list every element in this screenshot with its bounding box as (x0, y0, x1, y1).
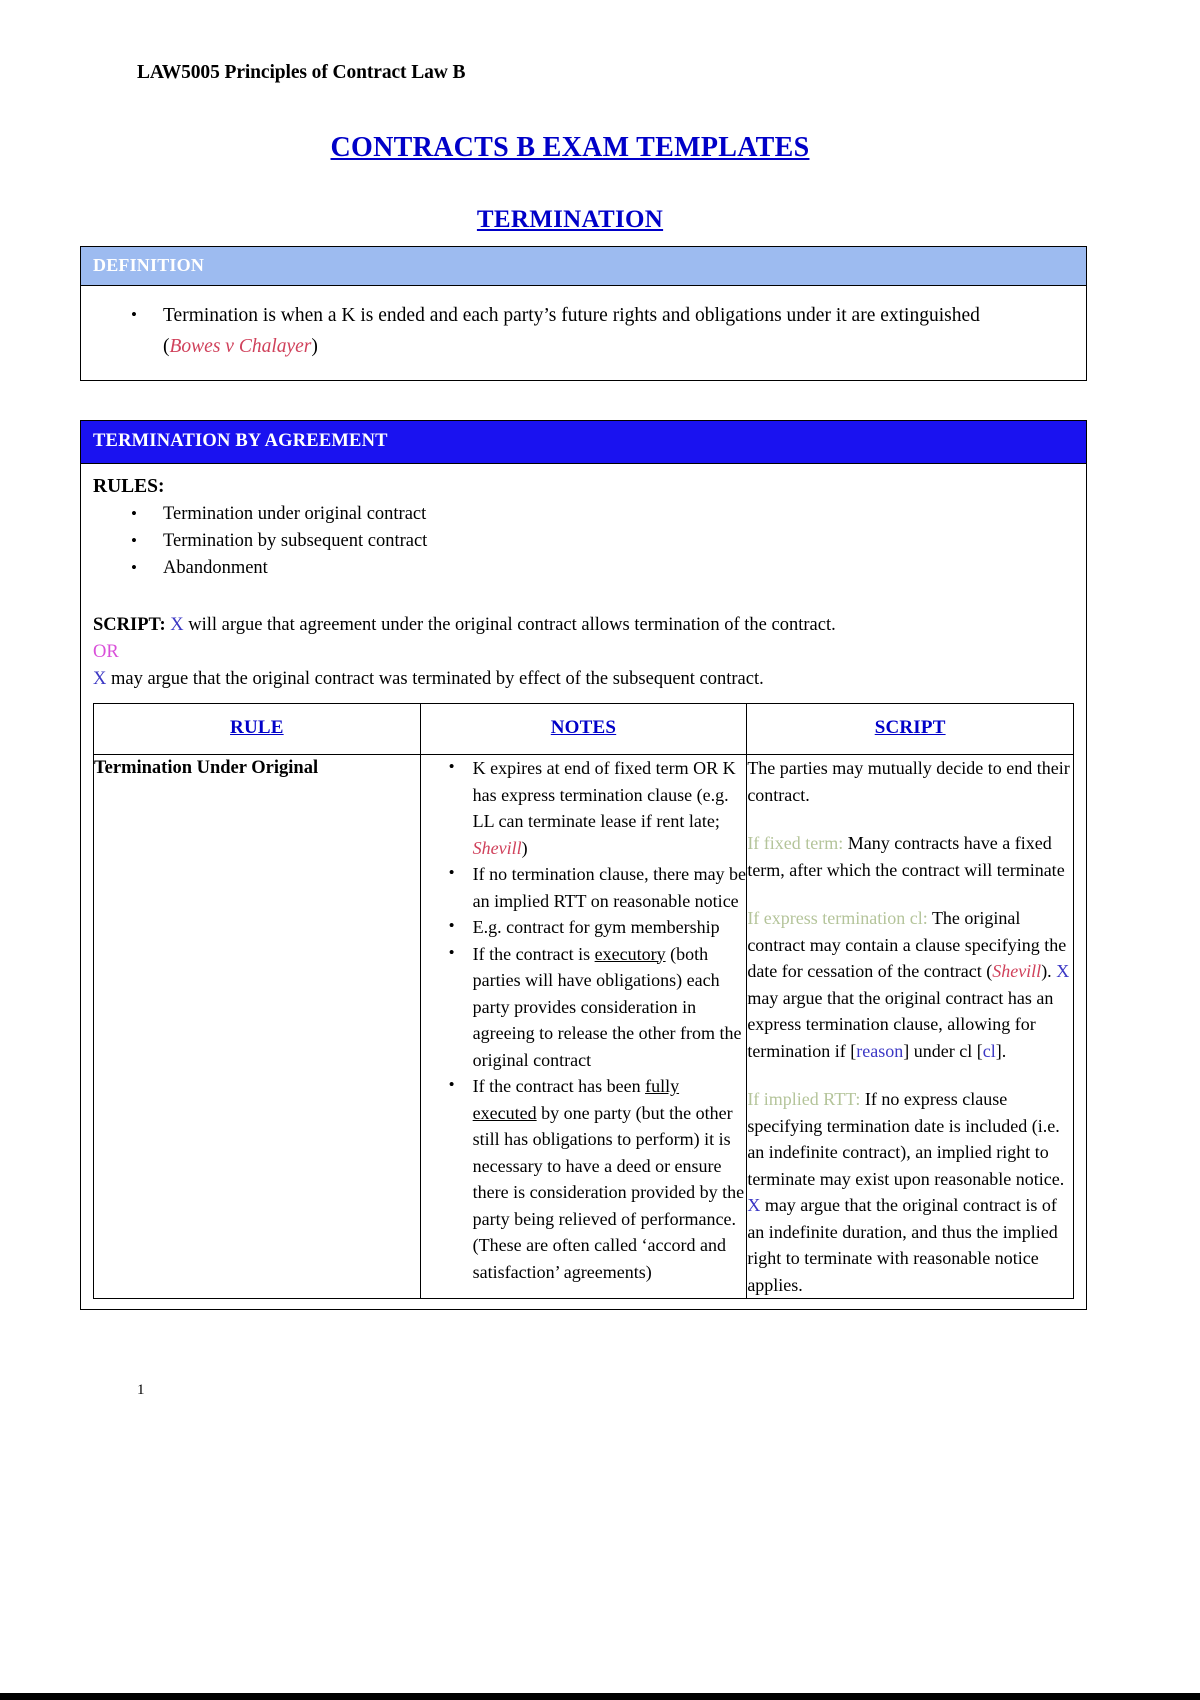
column-header-rule (94, 704, 421, 755)
text-run: The original contract may contain a clause specifying the date for cessation of the contract ( (747, 908, 1067, 981)
placeholder-token: X (747, 1195, 761, 1215)
rules-table (93, 703, 1074, 1299)
page-subtitle: TERMINATION (476, 206, 664, 233)
text-run: ] under cl [ (903, 1040, 983, 1061)
notes-bullet-list (421, 755, 747, 1285)
list-item (469, 755, 747, 861)
text-run: ) (521, 837, 528, 858)
text-run: If the contract has been (472, 1076, 646, 1096)
table-body (94, 755, 1074, 1299)
text-run: by one party (but the other still has obligations to perform) it is necessary to have a deed or ensure there is consideration provided by the party being relieved of performance. (These are often called ‘accord and satisfaction’ agreements) (472, 1102, 745, 1282)
agreement-body (81, 464, 1086, 1309)
text-run: If the contract is (472, 943, 595, 964)
definition-body (81, 286, 1086, 380)
column-header-script (747, 704, 1074, 755)
text-run: K expires at end of fixed term OR K has express termination clause (e.g. LL can terminate lease if rent late; (472, 758, 736, 831)
script-or-divider: OR (93, 642, 119, 662)
list-item (153, 300, 1074, 362)
page-title: CONTRACTS B EXAM TEMPLATES (330, 132, 810, 163)
placeholder-token: cl (982, 1040, 996, 1061)
agreement-header-label: TERMINATION BY AGREEMENT (93, 431, 388, 451)
placeholder-token: reason (856, 1040, 904, 1061)
emphasised-term: executory (594, 943, 666, 964)
text-run: may argue that the original contract is of an indefinite duration, and thus the implied right to terminate with reasonable notice applies. (747, 1195, 1058, 1295)
script-line-1 (93, 612, 1074, 639)
definition-box (80, 246, 1087, 381)
agreement-script-block (93, 612, 1074, 693)
script-label: SCRIPT: (93, 615, 166, 635)
text-run: ). (1041, 961, 1057, 981)
termination-by-agreement-box (80, 420, 1087, 1310)
column-header-notes-label: NOTES (550, 717, 617, 738)
definition-header-label: DEFINITION (93, 255, 205, 275)
script-paragraph (747, 830, 1073, 883)
rules-label: RULES: (93, 476, 165, 497)
script-paragraph (747, 905, 1073, 1064)
placeholder-token: X (1056, 961, 1070, 981)
script-line-2 (93, 666, 1074, 693)
bottom-rule (0, 1693, 1200, 1700)
cell-notes (420, 755, 747, 1299)
text-run: (both parties will have obligations) each party provides consideration in agreeing to release the other from the original contract (472, 943, 742, 1070)
list-item (469, 1073, 747, 1285)
text-run: ) (311, 336, 318, 357)
column-header-notes (420, 704, 747, 755)
text-run: The parties may mutually decide to end their contract. (747, 758, 1070, 805)
case-citation: Bowes v Chalayer (169, 336, 312, 357)
text-run: Many contracts have a fixed term, after which the contract will terminate (747, 833, 1065, 880)
table-header-row (94, 704, 1074, 755)
list-item: • Termination under original contract (153, 501, 1074, 528)
case-citation: Shevill (992, 961, 1042, 981)
table-head (94, 704, 1074, 755)
rule-title: Termination Under Original (94, 758, 319, 778)
list-item: • Abandonment (153, 555, 1074, 582)
rules-list (93, 501, 1074, 582)
list-item: • Termination by subsequent contract (153, 528, 1074, 555)
script-line-2-text: may argue that the original contract was terminated by effect of the subsequent contract. (106, 669, 764, 689)
text-run: ]. (995, 1040, 1007, 1061)
script-party-token-2: X (93, 669, 107, 689)
text-run: If no express clause specifying termination date is included (i.e. an indefinite contract), an implied right to terminate may exist upon reasonable notice. (747, 1089, 1065, 1189)
cell-rule (94, 755, 421, 1299)
emphasised-term: fully executed (472, 1076, 680, 1123)
page-number: 1 (137, 1382, 145, 1398)
text-run: Termination is when a K is ended and each party’s future rights and obligations under it are extinguished ( (163, 305, 980, 357)
list-item (469, 941, 747, 1074)
script-cue: If express termination cl: (747, 908, 928, 928)
script-paragraph (747, 1086, 1073, 1298)
text-run: E.g. contract for gym membership (472, 917, 720, 937)
definition-bullet-list (93, 300, 1074, 362)
script-cue: If fixed term: (747, 833, 844, 853)
script-party-token: X (170, 615, 184, 635)
case-citation: Shevill (472, 837, 522, 858)
list-item (469, 861, 747, 914)
agreement-header (81, 421, 1086, 464)
script-paragraph (747, 755, 1073, 808)
text-run: If no termination clause, there may be an implied RTT on reasonable notice (472, 864, 747, 911)
script-line-1-text: will argue that agreement under the original contract allows termination of the contract. (183, 615, 836, 635)
list-item (469, 914, 747, 941)
definition-bullet-text (163, 305, 980, 357)
table-row (94, 755, 1074, 1299)
text-run: may argue that the original contract has an express termination clause, allowing for termination if [ (747, 987, 1054, 1061)
column-header-script-label: SCRIPT (874, 717, 946, 738)
cell-script (747, 755, 1074, 1299)
script-cue: If implied RTT: (747, 1089, 861, 1109)
course-header: LAW5005 Principles of Contract Law B (137, 62, 466, 83)
definition-header (81, 247, 1086, 286)
column-header-rule-label: RULE (230, 717, 284, 738)
